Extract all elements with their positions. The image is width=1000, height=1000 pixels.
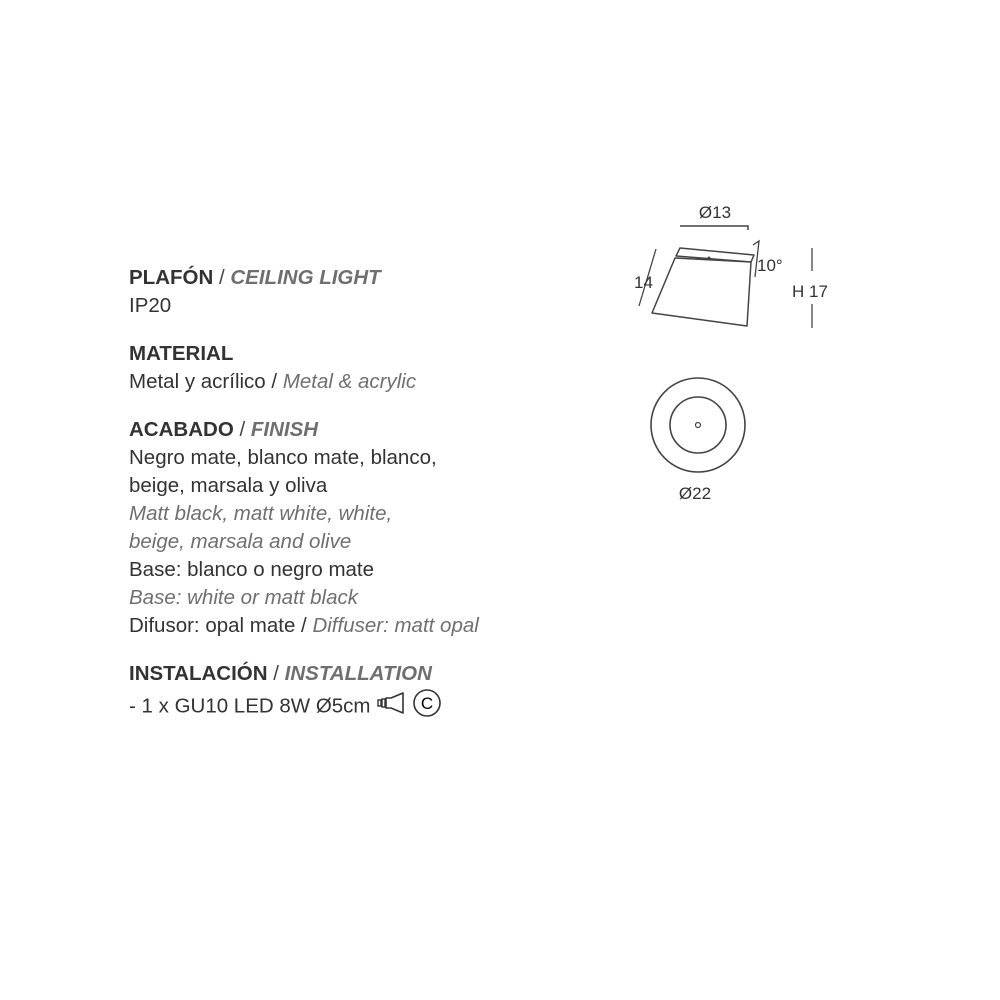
finish-base-es: Base: blanco o negro mate: [129, 558, 375, 581]
shade-length-label: 14: [634, 273, 653, 292]
title-separator: /: [213, 266, 231, 289]
product-block: [129, 264, 599, 320]
material-heading: MATERIAL: [129, 342, 234, 365]
installation-lamp: - 1 x GU10 LED 8W Ø5cm: [129, 694, 371, 718]
finish-heading-en: FINISH: [250, 418, 319, 441]
installation-lamp-line: [129, 688, 599, 726]
finish-heading: [129, 416, 599, 444]
diffuser-separator: /: [295, 614, 313, 637]
product-title-es: PLAFÓN: [129, 266, 214, 289]
finish-colors-es-1: Negro mate, blanco mate, blanco,: [129, 446, 437, 469]
spec-sheet: [129, 264, 599, 746]
svg-text:C: C: [420, 694, 434, 713]
height-label: H 17: [792, 282, 828, 301]
installation-separator: /: [267, 662, 285, 685]
finish-block: [129, 416, 599, 640]
material-separator: /: [265, 370, 283, 393]
finish-colors-en-1: Matt black, matt white, white,: [129, 502, 393, 525]
top-view-lamp: [651, 378, 745, 503]
installation-block: [129, 660, 599, 726]
finish-separator: /: [233, 418, 251, 441]
angle-label: 10°: [757, 256, 783, 275]
c-mark-icon: [412, 688, 442, 726]
finish-base-en: Base: white or matt black: [129, 586, 359, 609]
top-diameter-label: Ø13: [698, 203, 732, 222]
base-diameter-label: Ø22: [678, 484, 712, 503]
ip-rating: IP20: [129, 294, 172, 317]
material-value-es: Metal y acrílico: [129, 370, 266, 393]
material-block: [129, 340, 599, 396]
installation-heading: [129, 660, 599, 688]
installation-heading-en: INSTALLATION: [284, 662, 432, 685]
side-view-lamp: [634, 241, 828, 328]
dimension-drawing: [620, 195, 850, 515]
top-diameter-dimension: [680, 203, 748, 230]
finish-colors-en-2: beige, marsala and olive: [129, 530, 352, 553]
product-title: [129, 264, 599, 292]
finish-diffuser-en: Diffuser: matt opal: [312, 614, 479, 637]
product-title-en: CEILING LIGHT: [230, 266, 381, 289]
installation-heading-es: INSTALACIÓN: [129, 662, 268, 685]
finish-diffuser-es: Difusor: opal mate: [129, 614, 296, 637]
finish-heading-es: ACABADO: [129, 418, 234, 441]
finish-diffuser: [129, 612, 599, 640]
material-value-en: Metal & acrylic: [282, 370, 417, 393]
material-value: [129, 368, 599, 396]
finish-colors-es-2: beige, marsala y oliva: [129, 474, 328, 497]
gu10-bulb-icon: [376, 691, 406, 723]
